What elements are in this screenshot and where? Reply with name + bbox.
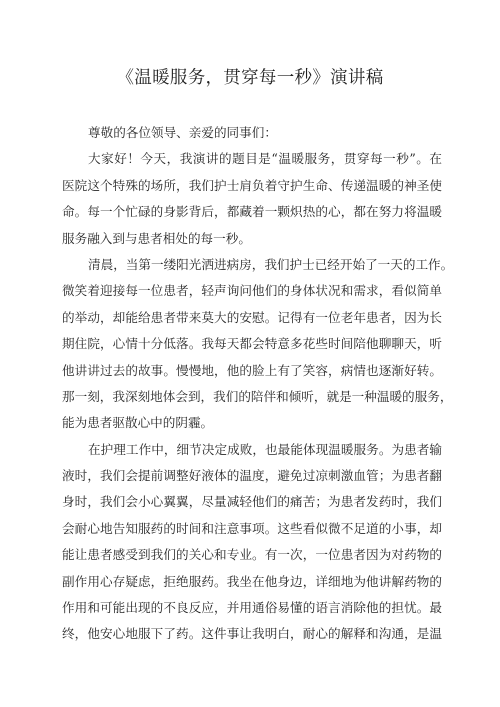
document-title: 《温暖服务，贯穿每一秒》演讲稿	[116, 68, 384, 88]
paragraph-3-line-7: 作用和可能出现的不良反应，并用通俗易懂的语言消除他的担忧。最	[62, 600, 442, 616]
salutation-line: 尊敬的各位领导、亲爱的同事们：	[88, 125, 277, 140]
paragraph-1-line-4: 服务融入到与患者相处的每一秒。	[62, 230, 251, 246]
paragraph-2-line-1: 清晨，当第一缕阳光洒进病房，我们护士已经开始了一天的工作。	[88, 256, 454, 272]
paragraph-1-line-3: 命。每一个忙碌的身影背后，都藏着一颗炽热的心，都在努力将温暖	[62, 204, 442, 220]
paragraph-3-line-2: 液时，我们会提前调整好液体的温度，避免过凉刺激血管；为患者翻	[62, 468, 442, 484]
speech-body	[62, 120, 454, 648]
paragraph-2-line-2: 微笑着迎接每一位患者，轻声询问他们的身体状况和需求，看似简单	[62, 283, 442, 299]
paragraph-3-line-8: 终，他安心地服下了药。这件事让我明白，耐心的解释和沟通，是温	[62, 626, 442, 642]
paragraph-3-line-4: 会耐心地告知服药的时间和注意事项。这些看似微不足道的小事，却	[62, 520, 442, 536]
paragraph-1-line-2: 医院这个特殊的场所，我们护士肩负着守护生命、传递温暖的神圣使	[62, 177, 442, 193]
paragraph-2-line-5: 他讲讲过去的故事。慢慢地，他的脸上有了笑容，病情也逐渐好转。	[62, 362, 442, 378]
paragraph-2-line-7: 能为患者驱散心中的阴霾。	[62, 415, 214, 431]
paragraph-3-line-5: 能让患者感受到我们的关心和专业。有一次，一位患者因为对药物的	[62, 547, 442, 563]
paragraph-3-line-6: 副作用心存疑虑，拒绝服药。我坐在他身边，详细地为他讲解药物的	[62, 573, 442, 589]
paragraph-1-line-1: 大家好！今天，我演讲的题目是“温暖服务，贯穿每一秒”。在	[88, 151, 442, 167]
paragraph-2-line-6: 那一刻，我深刻地体会到，我们的陪伴和倾听，就是一种温暖的服务，	[62, 388, 453, 404]
paragraph-3-line-3: 身时，我们会小心翼翼，尽量减轻他们的痛苦；为患者发药时，我们	[62, 494, 442, 510]
paragraph-2-line-3: 的举动，却能给患者带来莫大的安慰。记得有一位老年患者，因为长	[62, 309, 442, 325]
paragraph-2-line-4: 期住院，心情十分低落。我每天都会特意多花些时间陪他聊聊天，听	[62, 336, 442, 352]
paragraph-3-line-1: 在护理工作中，细节决定成败，也最能体现温暖服务。为患者输	[88, 441, 442, 457]
